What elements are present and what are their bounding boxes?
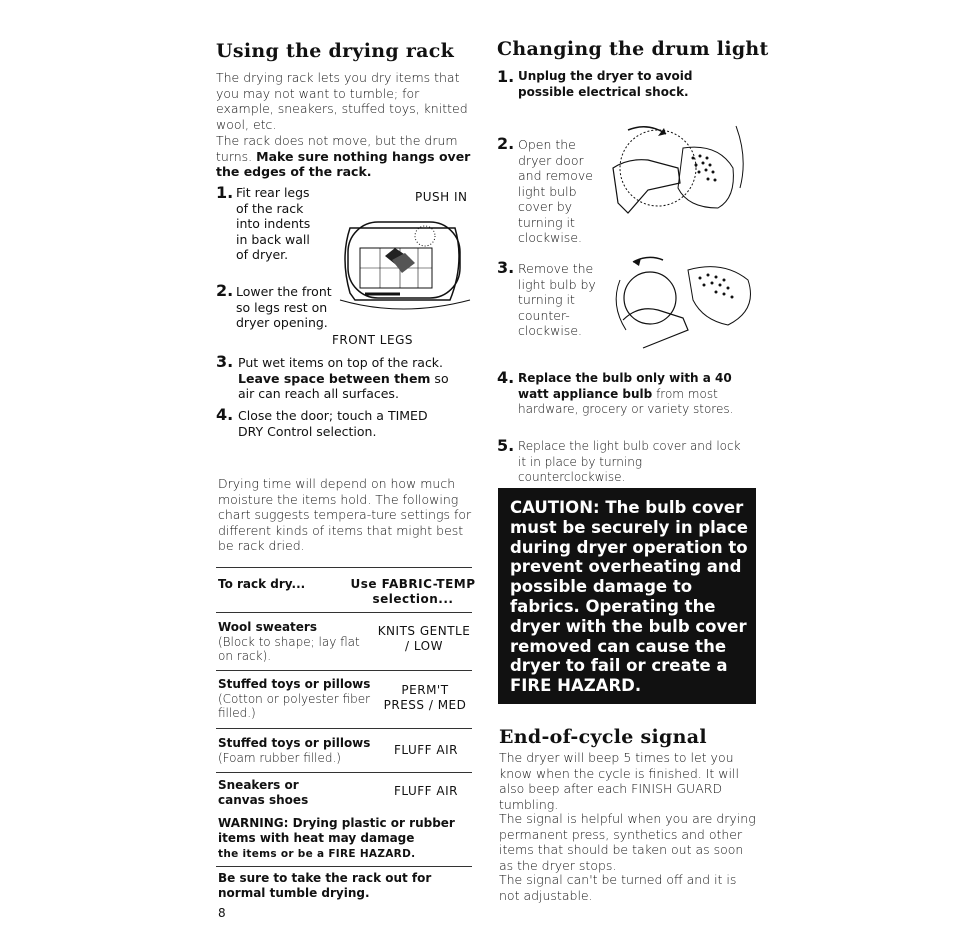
table-row <box>218 620 368 664</box>
light-step-4-bold: Replace the bulb only with a 40 watt appliance bulb <box>518 371 732 401</box>
rack-note-bold: Make sure nothing hangs over the edges of the rack. <box>216 148 471 179</box>
section-title-drum-light: Changing the drum light <box>497 38 769 60</box>
page-number: 8 <box>218 906 226 920</box>
rack-step-3-b: so air can reach all surfaces. <box>238 370 449 401</box>
table-row <box>218 677 378 721</box>
eoc-paragraph-1: The dryer will beep 5 times to let you know when the cycle is finished. It will also beep after each FINISH GUARD tumbling. <box>499 750 739 812</box>
rack-reminder: Be sure to take the rack out for normal tumble drying. <box>218 871 432 900</box>
warning-line-1: WARNING: Drying plastic or rubber items with heat may damage <box>218 816 455 845</box>
divider <box>216 728 472 729</box>
light-step-4 <box>518 371 758 418</box>
step-number: 2. <box>216 281 234 300</box>
row-setting: FLUFF AIR <box>394 743 458 757</box>
divider <box>216 866 472 867</box>
eoc-paragraph-3: The signal can't be turned off and it is not adjustable. <box>499 872 737 903</box>
rack-step-2: Lower the front so legs rest on dryer opening. <box>236 284 332 330</box>
section-title-drying-rack: Using the drying rack <box>216 40 455 62</box>
section-title-end-of-cycle: End-of-cycle signal <box>499 726 707 748</box>
step-number: 3. <box>216 352 234 371</box>
row-note: (Foam rubber filled.) <box>218 750 341 765</box>
step-number: 2. <box>497 134 515 153</box>
remove-cover-illustration <box>608 118 758 243</box>
rack-step-3-bold: Leave space between them <box>238 370 431 386</box>
front-legs-label: FRONT LEGS <box>332 333 413 347</box>
caution-box <box>498 488 756 704</box>
row-setting: KNITS GENTLE / LOW <box>377 624 471 653</box>
push-in-label: PUSH IN <box>415 190 468 204</box>
divider <box>216 772 472 773</box>
step-number: 3. <box>497 258 515 277</box>
rack-step-1: Fit rear legs of the rack into indents in back wall of dryer. <box>236 185 311 262</box>
row-item: Stuffed toys or pillows <box>218 677 371 691</box>
divider <box>216 670 472 671</box>
rack-step-3 <box>238 355 468 402</box>
step-number: 4. <box>497 368 515 387</box>
rack-step-3-a: Put wet items on top of the rack. <box>238 355 444 370</box>
rack-note <box>216 133 478 180</box>
light-step-3: Remove the light bulb by turning it counter-clockwise. <box>518 261 596 338</box>
rack-note-plain: The rack does not move, but the drum turns. <box>216 133 458 164</box>
light-step-2: Open the dryer door and remove light bulb cover by turning it clockwise. <box>518 137 593 245</box>
rack-intro: The drying rack lets you dry items that you may not want to tumble; for example, sneakers, stuffed toys, knitted wool, etc. <box>216 70 468 132</box>
table-row <box>218 736 388 765</box>
row-note: (Cotton or polyester fiber filled.) <box>218 691 371 720</box>
caution-text: CAUTION: The bulb cover must be securely in place during dryer operation to prevent overheating and possible damage to fabrics. Operating the dryer with the bulb cover removed can cause the dryer to fail or create a FIRE HAZARD. <box>510 498 748 696</box>
light-step-4-plain: from most hardware, grocery or variety stores. <box>518 386 734 416</box>
divider <box>216 612 472 613</box>
row-note: (Block to shape; lay flat on rack). <box>218 634 360 663</box>
row-item: Wool sweaters <box>218 620 317 634</box>
table-header-left: To rack dry... <box>218 577 306 591</box>
row-setting: FLUFF AIR <box>394 784 458 798</box>
table-row: Sneakers or canvas shoes <box>218 778 309 807</box>
row-item: Stuffed toys or pillows <box>218 736 371 750</box>
drying-rack-illustration <box>330 208 475 318</box>
eoc-paragraph-2: The signal is helpful when you are drying permanent press, synthetics and other items that should be taken out as soon as the dryer stops. <box>499 811 756 873</box>
light-step-5: Replace the light bulb cover and lock it in place by turning counterclockwise. <box>518 439 741 484</box>
step-number: 1. <box>216 183 234 202</box>
drying-time-paragraph: Drying time will depend on how much moisture the items hold. The following chart suggests tempera-ture settings for different kinds of items that might best be rack dried. <box>218 476 472 553</box>
table-header-right: Use FABRIC-TEMP selection... <box>350 577 476 606</box>
light-step-1: Unplug the dryer to avoid possible electrical shock. <box>518 69 693 99</box>
divider <box>216 567 472 568</box>
row-setting: PERM'T PRESS / MED <box>383 683 467 712</box>
step-number: 5. <box>497 436 515 455</box>
step-number: 1. <box>497 67 515 86</box>
remove-bulb-illustration <box>608 250 758 355</box>
rack-step-4: Close the door; touch a TIMED DRY Control selection. <box>238 408 428 439</box>
warning-line-2: the items or be a FIRE HAZARD. <box>218 848 416 860</box>
step-number: 4. <box>216 405 234 424</box>
